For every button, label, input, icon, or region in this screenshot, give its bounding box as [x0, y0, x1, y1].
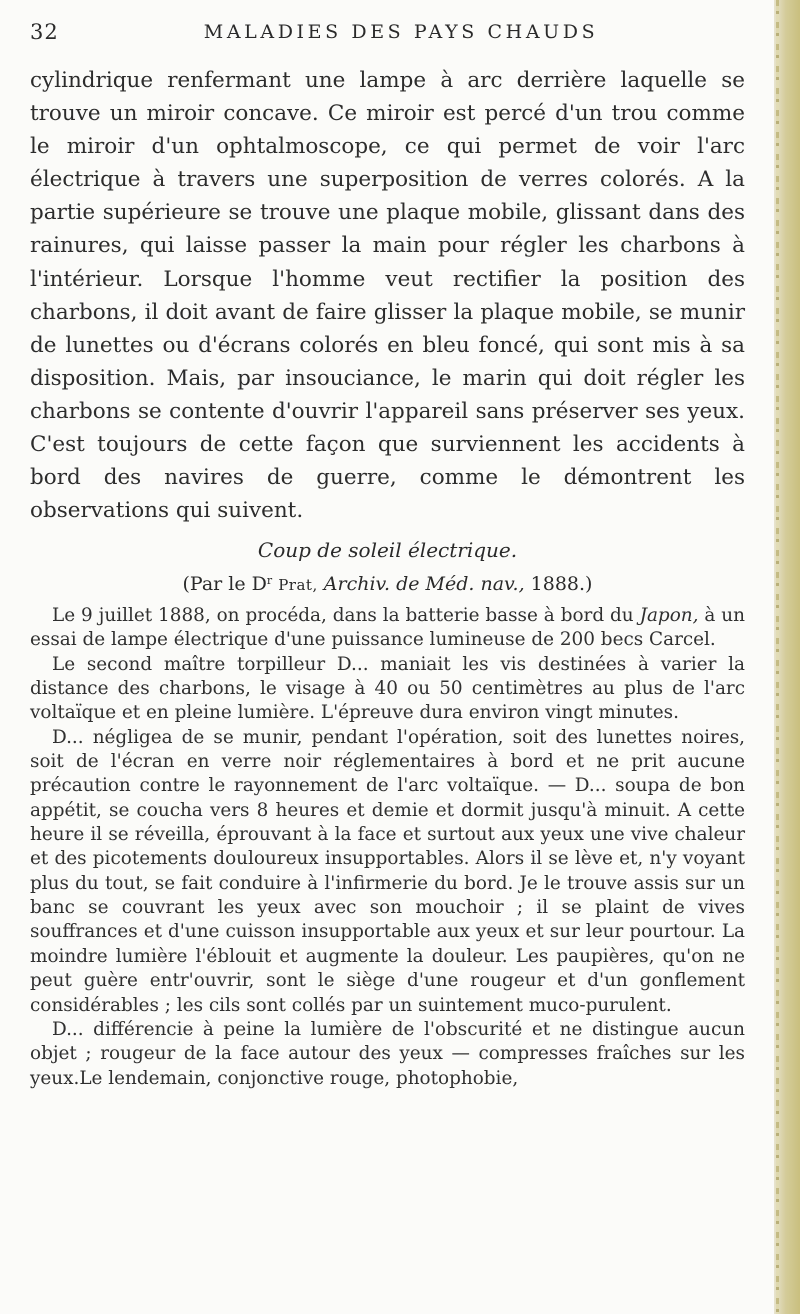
citation-journal: Archiv. de Méd. nav., — [323, 573, 525, 595]
case-paragraph-4: D... différencie à peine la lumière de l'obscurité et ne distingue aucun objet ; rougeur de la face autour des yeux — compresses fraîches sur les yeux.Le lendemain, conjonctive rouge, photophobie, — [30, 1018, 745, 1089]
running-head — [30, 20, 742, 48]
case-paragraph-2: Le second maître torpilleur D... maniait les vis destinées à varier la distance des charbons, le visage à 40 ou 50 centimètres au plus de l'arc voltaïque et en pleine lumière. L'épreuve dura environ vingt minutes. — [30, 653, 745, 724]
case-paragraph-3: D... négligea de se munir, pendant l'opération, soit des lunettes noires, soit de l'écran en verre noir réglementaires à bord et ne prit aucune précaution contre le rayonnement de l'arc voltaïque. — D... soupa de bon appétit, se coucha vers 8 heures et demie et dormit jusqu'à minuit. A cette heure il se réveilla, éprouvant à la face et surtout aux yeux une vive chaleur et des picotements douloureux insupportables. Alors il se lève et, n'y voyant plus du tout, se fait conduire à l'infirmerie du bord. Je le trouve assis sur un banc se couvrant les yeux avec son mouchoir ; il se plaint de vives souffrances et d'une cuisson insupportable aux yeux et sur leur pourtour. La moindre lumière l'éblouit et augmente la douleur. Les paupières, qu'on ne peut guère entr'ouvrir, sont le siège d'une rougeur et d'un gonflement considérables ; les cils sont collés par un suintement muco-purulent. — [30, 726, 745, 1016]
page-edge — [774, 0, 800, 1314]
section-citation — [30, 567, 745, 599]
section-title: Coup de soleil électrique. — [257, 538, 518, 562]
case-p1-end: à un essai de lampe électrique d'une puissance lumineuse de 200 becs Carcel. — [30, 605, 745, 651]
main-paragraph: cylindrique renfermant une lampe à arc derrière laquelle se trouve un miroir concave. Ce miroir est percé d'un trou comme le miroir d'un ophtalmoscope, ce qui permet de voir l'arc électrique à travers une superposition de verres colorés. A la partie supérieure se trouve une plaque mobile, glissant dans des rainures, qui laisse passer la main pour régler les charbons à l'intérieur. Lorsque l'homme veut rectifier la position des charbons, il doit avant de faire glisser la plaque mobile, se munir de lunettes ou d'écrans colorés en bleu foncé, qui sont mis à sa disposition. Mais, par insouciance, le marin qui doit régler les charbons se contente d'ouvrir l'appareil sans préserver ses yeux. C'est toujours de cette façon que surviennent les accidents à bord des navires de guerre, comme le démontrent les observations qui suivent. — [30, 68, 745, 524]
ship-name: Japon, — [639, 605, 699, 626]
running-title: MALADIES DES PAYS CHAUDS — [203, 21, 599, 43]
citation-author: Prat, — [278, 576, 318, 594]
case-paragraph-1 — [30, 604, 745, 653]
case-p1-start: Le 9 juillet 1888, on procéda, dans la batterie basse à bord du — [52, 605, 634, 626]
main-text — [30, 64, 745, 527]
citation-prefix: (Par le D — [182, 573, 267, 595]
citation-year: 1888.) — [530, 573, 593, 595]
case-report — [30, 604, 745, 1091]
citation-superscript: r — [266, 574, 273, 587]
page-number: 32 — [30, 20, 59, 44]
